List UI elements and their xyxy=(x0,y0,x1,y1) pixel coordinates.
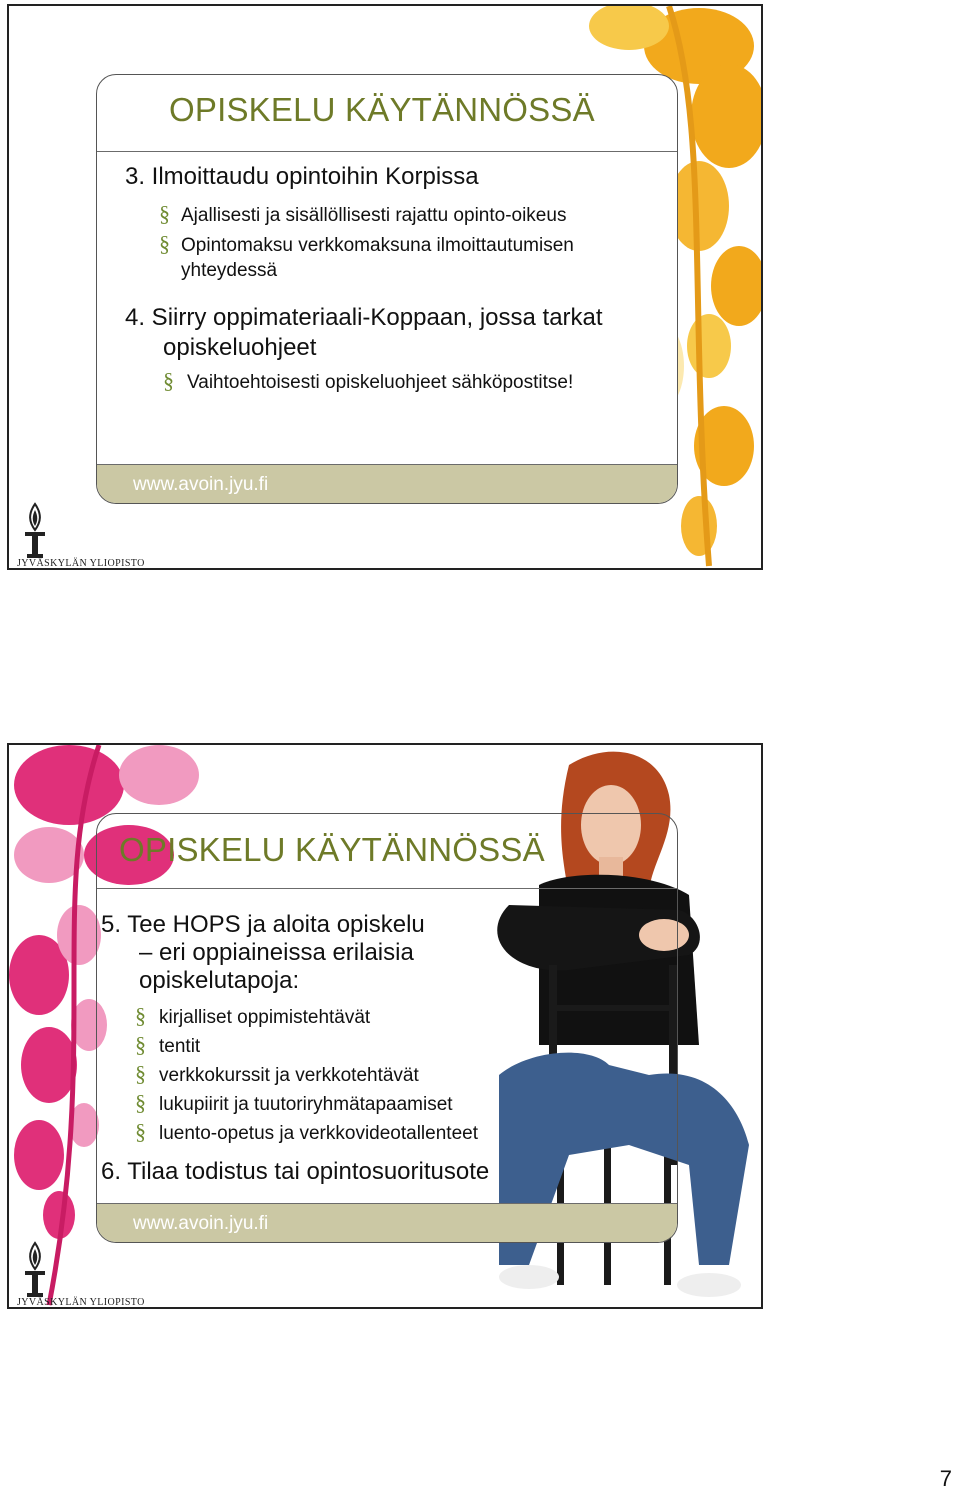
item-3-bullet-2: Opintomaksu verkkomaksuna ilmoittautumisen xyxy=(181,235,574,256)
slide-1 xyxy=(7,4,763,570)
item-5-bullet-5: luento-opetus ja verkkovideotallenteet xyxy=(159,1123,478,1144)
item-4-bullet: Vaihtoehtoisesti opiskeluohjeet sähköpostitse! xyxy=(187,372,574,393)
item-3-bullet-2-cont: yhteydessä xyxy=(181,260,278,281)
item-3-bullet-1: Ajallisesti ja sisällöllisesti rajattu opinto-oikeus xyxy=(181,205,567,226)
footer-url[interactable]: www.avoin.jyu.fi xyxy=(133,474,269,495)
slide-2 xyxy=(7,743,763,1309)
slide-1-title: OPISKELU KÄYTÄNNÖSSÄ xyxy=(169,91,595,128)
university-name: JYVÄSKYLÄN YLIOPISTO xyxy=(17,1297,145,1308)
bullet-icon: § xyxy=(135,1032,146,1057)
bullet-icon: § xyxy=(135,1003,146,1028)
slide-2-footer xyxy=(97,1203,677,1242)
item-5-bullet-1: kirjalliset oppimistehtävät xyxy=(159,1007,371,1028)
slide-1-footer xyxy=(97,464,677,503)
item-4-line-2: opiskeluohjeet xyxy=(163,334,317,361)
item-6: 6. Tilaa todistus tai opintosuoritusote xyxy=(101,1158,490,1185)
item-5-bullet-4: lukupiirit ja tuutoriryhmätapaamiset xyxy=(159,1094,453,1115)
slide-2-title: OPISKELU KÄYTÄNNÖSSÄ xyxy=(119,831,545,868)
item-5-bullet-2: tentit xyxy=(159,1036,201,1057)
university-torch-logo-icon xyxy=(15,1241,55,1299)
item-5-line-2: – eri oppiaineissa erilaisia xyxy=(139,939,414,966)
item-4-line-1: 4. Siirry oppimateriaali-Koppaan, jossa tarkat xyxy=(125,304,603,331)
university-torch-logo-icon xyxy=(15,502,55,560)
bullet-icon: § xyxy=(159,231,170,256)
bullet-icon: § xyxy=(159,201,170,226)
slide-1-panel xyxy=(96,74,678,504)
item-5-line-1: 5. Tee HOPS ja aloita opiskelu xyxy=(101,911,425,938)
item-5-line-3: opiskelutapoja: xyxy=(139,967,300,994)
bullet-icon: § xyxy=(135,1090,146,1115)
bullet-icon: § xyxy=(163,368,174,393)
bullet-icon: § xyxy=(135,1061,146,1086)
item-5-bullet-3: verkkokurssit ja verkkotehtävät xyxy=(159,1065,419,1086)
university-name: JYVÄSKYLÄN YLIOPISTO xyxy=(17,558,145,569)
item-3: 3. Ilmoittaudu opintoihin Korpissa xyxy=(125,163,479,190)
page-number: 7 xyxy=(939,1466,952,1491)
footer-url[interactable]: www.avoin.jyu.fi xyxy=(133,1213,269,1234)
bullet-icon: § xyxy=(135,1119,146,1144)
